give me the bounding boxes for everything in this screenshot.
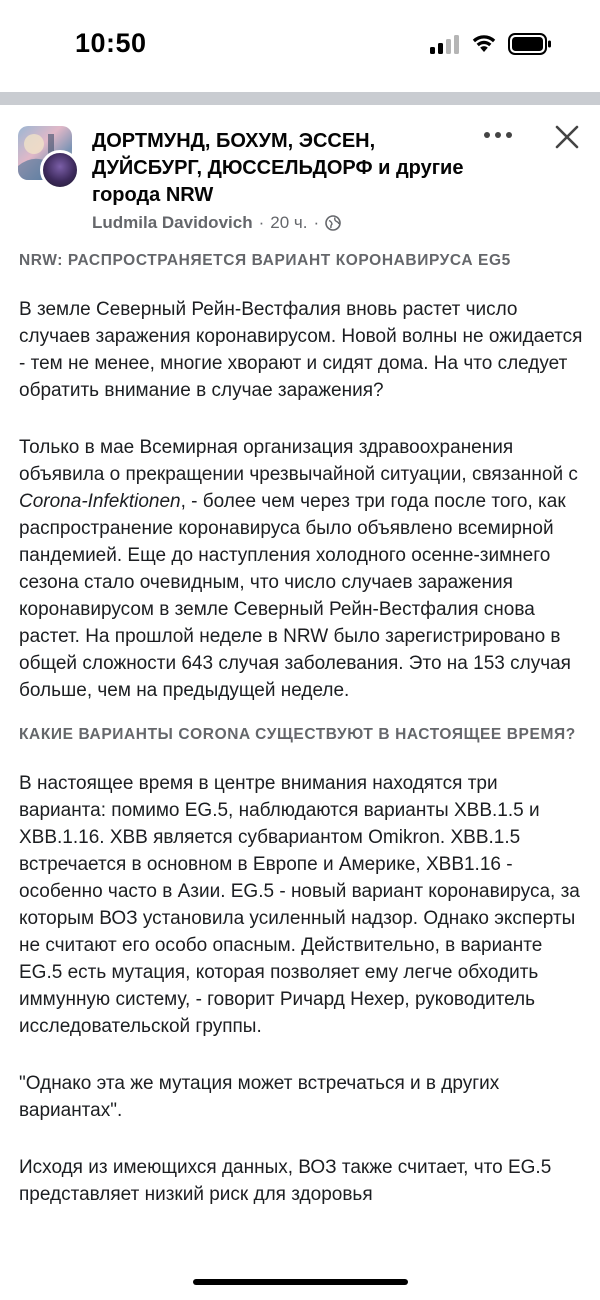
post-body (19, 248, 584, 1208)
article-paragraph-2 (19, 434, 584, 704)
home-indicator[interactable] (193, 1279, 408, 1285)
paragraph-2-text-start: Только в мае Всемирная организация здравоохранения объявила о прекращении чрезвычайной ситуации, связанной с (19, 437, 578, 485)
section-divider (0, 92, 600, 105)
author-name-link[interactable]: Ludmila Davidovich (92, 213, 253, 232)
status-bar (0, 0, 600, 90)
status-time: 10:50 (75, 28, 147, 58)
article-paragraph-5: Исходя из имеющихся данных, ВОЗ также считает, что EG.5 представляет низкий риск для здоровья (19, 1157, 552, 1205)
article-quote: "Однако эта же мутация может встречаться и в других вариантах". (19, 1073, 500, 1121)
post-meta (92, 213, 341, 233)
globe-icon (325, 215, 341, 231)
ellipsis-icon[interactable] (484, 128, 514, 142)
close-icon[interactable] (554, 124, 580, 150)
article-paragraph-3: В настоящее время в центре внимания находятся три варианта: помимо EG.5, наблюдаются варианты XBB.1.5 и XBB.1.16. XBB является субвариантом Omikron. XBB.1.5 встречается в основном в Европе и Америке, XBB1.16 - особенно часто в Азии. EG.5 - новый вариант коронавируса, за которым ВОЗ установила усиленный надзор. Однако эксперты не считают его особо опасным. Действительно, в варианте EG.5 есть мутация, которая позволяет ему легче обходить иммунную систему, - говорит Ричард Нехер, руководитель исследовательской группы. (19, 773, 580, 1037)
group-avatar[interactable] (18, 126, 80, 188)
wifi-icon (470, 32, 498, 54)
meta-separator: · (258, 213, 265, 232)
article-paragraph-1: В земле Северный Рейн-Вестфалия вновь растет число случаев заражения коронавирусом. Новой волны не ожидается - тем не менее, многие хворают и сидят дома. На что следует обратить внимание в случае заражения? (19, 299, 583, 401)
group-name-link[interactable]: ДОРТМУНД, БОХУМ, ЭССЕН, ДУЙСБУРГ, ДЮССЕЛЬДОРФ и другие города NRW (92, 130, 464, 206)
post-timestamp[interactable]: 20 ч. (270, 213, 308, 232)
paragraph-2-text-end: , - более чем через три года после того, как распространение коронавируса было объявлено всемирной пандемией. Еще до наступления холодного осенне-зимнего сезона стало очевидным, что число случаев заражения коронавирусом в земле Северный Рейн-Вестфалия снова растет. На прошлой неделе в NRW было зарегистрировано в общей сложности 643 случая заболевания. Это на 153 случая больше, чем на предыдущей неделе. (19, 491, 571, 701)
cellular-signal-icon (430, 34, 462, 54)
meta-separator-2: · (313, 213, 320, 232)
paragraph-2-italic-term: Corona-Infektionen (19, 491, 181, 512)
battery-icon (508, 33, 552, 55)
article-subheading: КАКИЕ ВАРИАНТЫ CORONA СУЩЕСТВУЮТ В НАСТОЯЩЕЕ ВРЕМЯ? (19, 726, 576, 743)
author-avatar[interactable] (40, 150, 80, 190)
article-heading: NRW: РАСПРОСТРАНЯЕТСЯ ВАРИАНТ КОРОНАВИРУСА EG5 (19, 252, 511, 269)
